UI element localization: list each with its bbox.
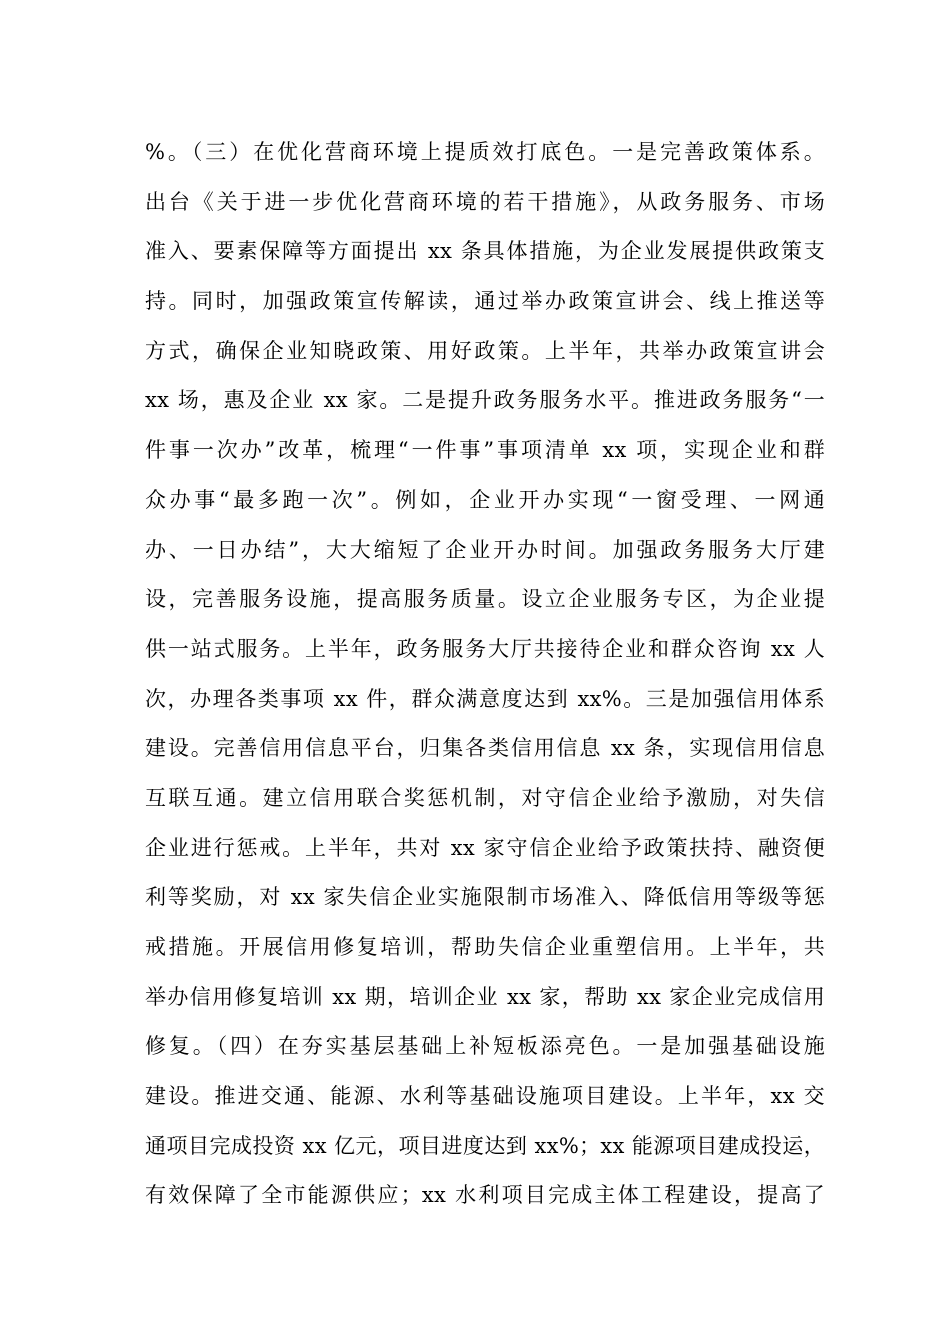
text-line: 供一站式服务。上半年，政务服务大厅共接待企业和群众咨询 xx 人 — [145, 636, 825, 661]
text-line: 办、一日办结”，大大缩短了企业开办时间。加强政务服务大厅建 — [145, 537, 825, 562]
text-line: 建设。推进交通、能源、水利等基础设施项目建设。上半年，xx 交 — [145, 1084, 825, 1109]
text-line: 准入、要素保障等方面提出 xx 条具体措施，为企业发展提供政策支 — [145, 239, 825, 264]
text-line: 持。同时，加强政策宣传解读，通过举办政策宣讲会、线上推送等 — [145, 289, 825, 314]
text-line: 有效保障了全市能源供应；xx 水利项目完成主体工程建设，提高了 — [145, 1183, 825, 1208]
text-line: 修复。（四）在夯实基层基础上补短板添亮色。一是加强基础设施 — [145, 1034, 825, 1059]
text-line: 件事一次办”改革，梳理“一件事”事项清单 xx 项，实现企业和群 — [145, 438, 825, 463]
text-line: 通项目完成投资 xx 亿元，项目进度达到 xx%；xx 能源项目建成投运， — [145, 1133, 825, 1158]
text-line: 出台《关于进一步优化营商环境的若干措施》，从政务服务、市场 — [145, 189, 825, 214]
body-text — [145, 128, 825, 1221]
text-line: 举办信用修复培训 xx 期，培训企业 xx 家，帮助 xx 家企业完成信用 — [145, 984, 825, 1009]
text-line: 众办事“最多跑一次”。例如，企业开办实现“一窗受理、一网通 — [145, 487, 825, 512]
text-line: %。（三）在优化营商环境上提质效打底色。一是完善政策体系。 — [145, 140, 825, 164]
text-line: 次，办理各类事项 xx 件，群众满意度达到 xx%。三是加强信用体系 — [145, 686, 825, 711]
text-line: 建设。完善信用信息平台，归集各类信用信息 xx 条，实现信用信息 — [145, 736, 825, 761]
text-line: 方式，确保企业知晓政策、用好政策。上半年，共举办政策宣讲会 — [145, 338, 825, 363]
text-line: 设，完善服务设施，提高服务质量。设立企业服务专区，为企业提 — [145, 587, 825, 612]
text-line: 戒措施。开展信用修复培训，帮助失信企业重塑信用。上半年，共 — [145, 935, 825, 959]
text-line: 利等奖励，对 xx 家失信企业实施限制市场准入、降低信用等级等惩 — [145, 885, 825, 910]
text-line: 企业进行惩戒。上半年，共对 xx 家守信企业给予政策扶持、融资便 — [145, 835, 825, 860]
text-line: 互联互通。建立信用联合奖惩机制，对守信企业给予激励，对失信 — [145, 785, 825, 810]
text-line: xx 场，惠及企业 xx 家。二是提升政务服务水平。推进政务服务“一 — [145, 388, 825, 413]
